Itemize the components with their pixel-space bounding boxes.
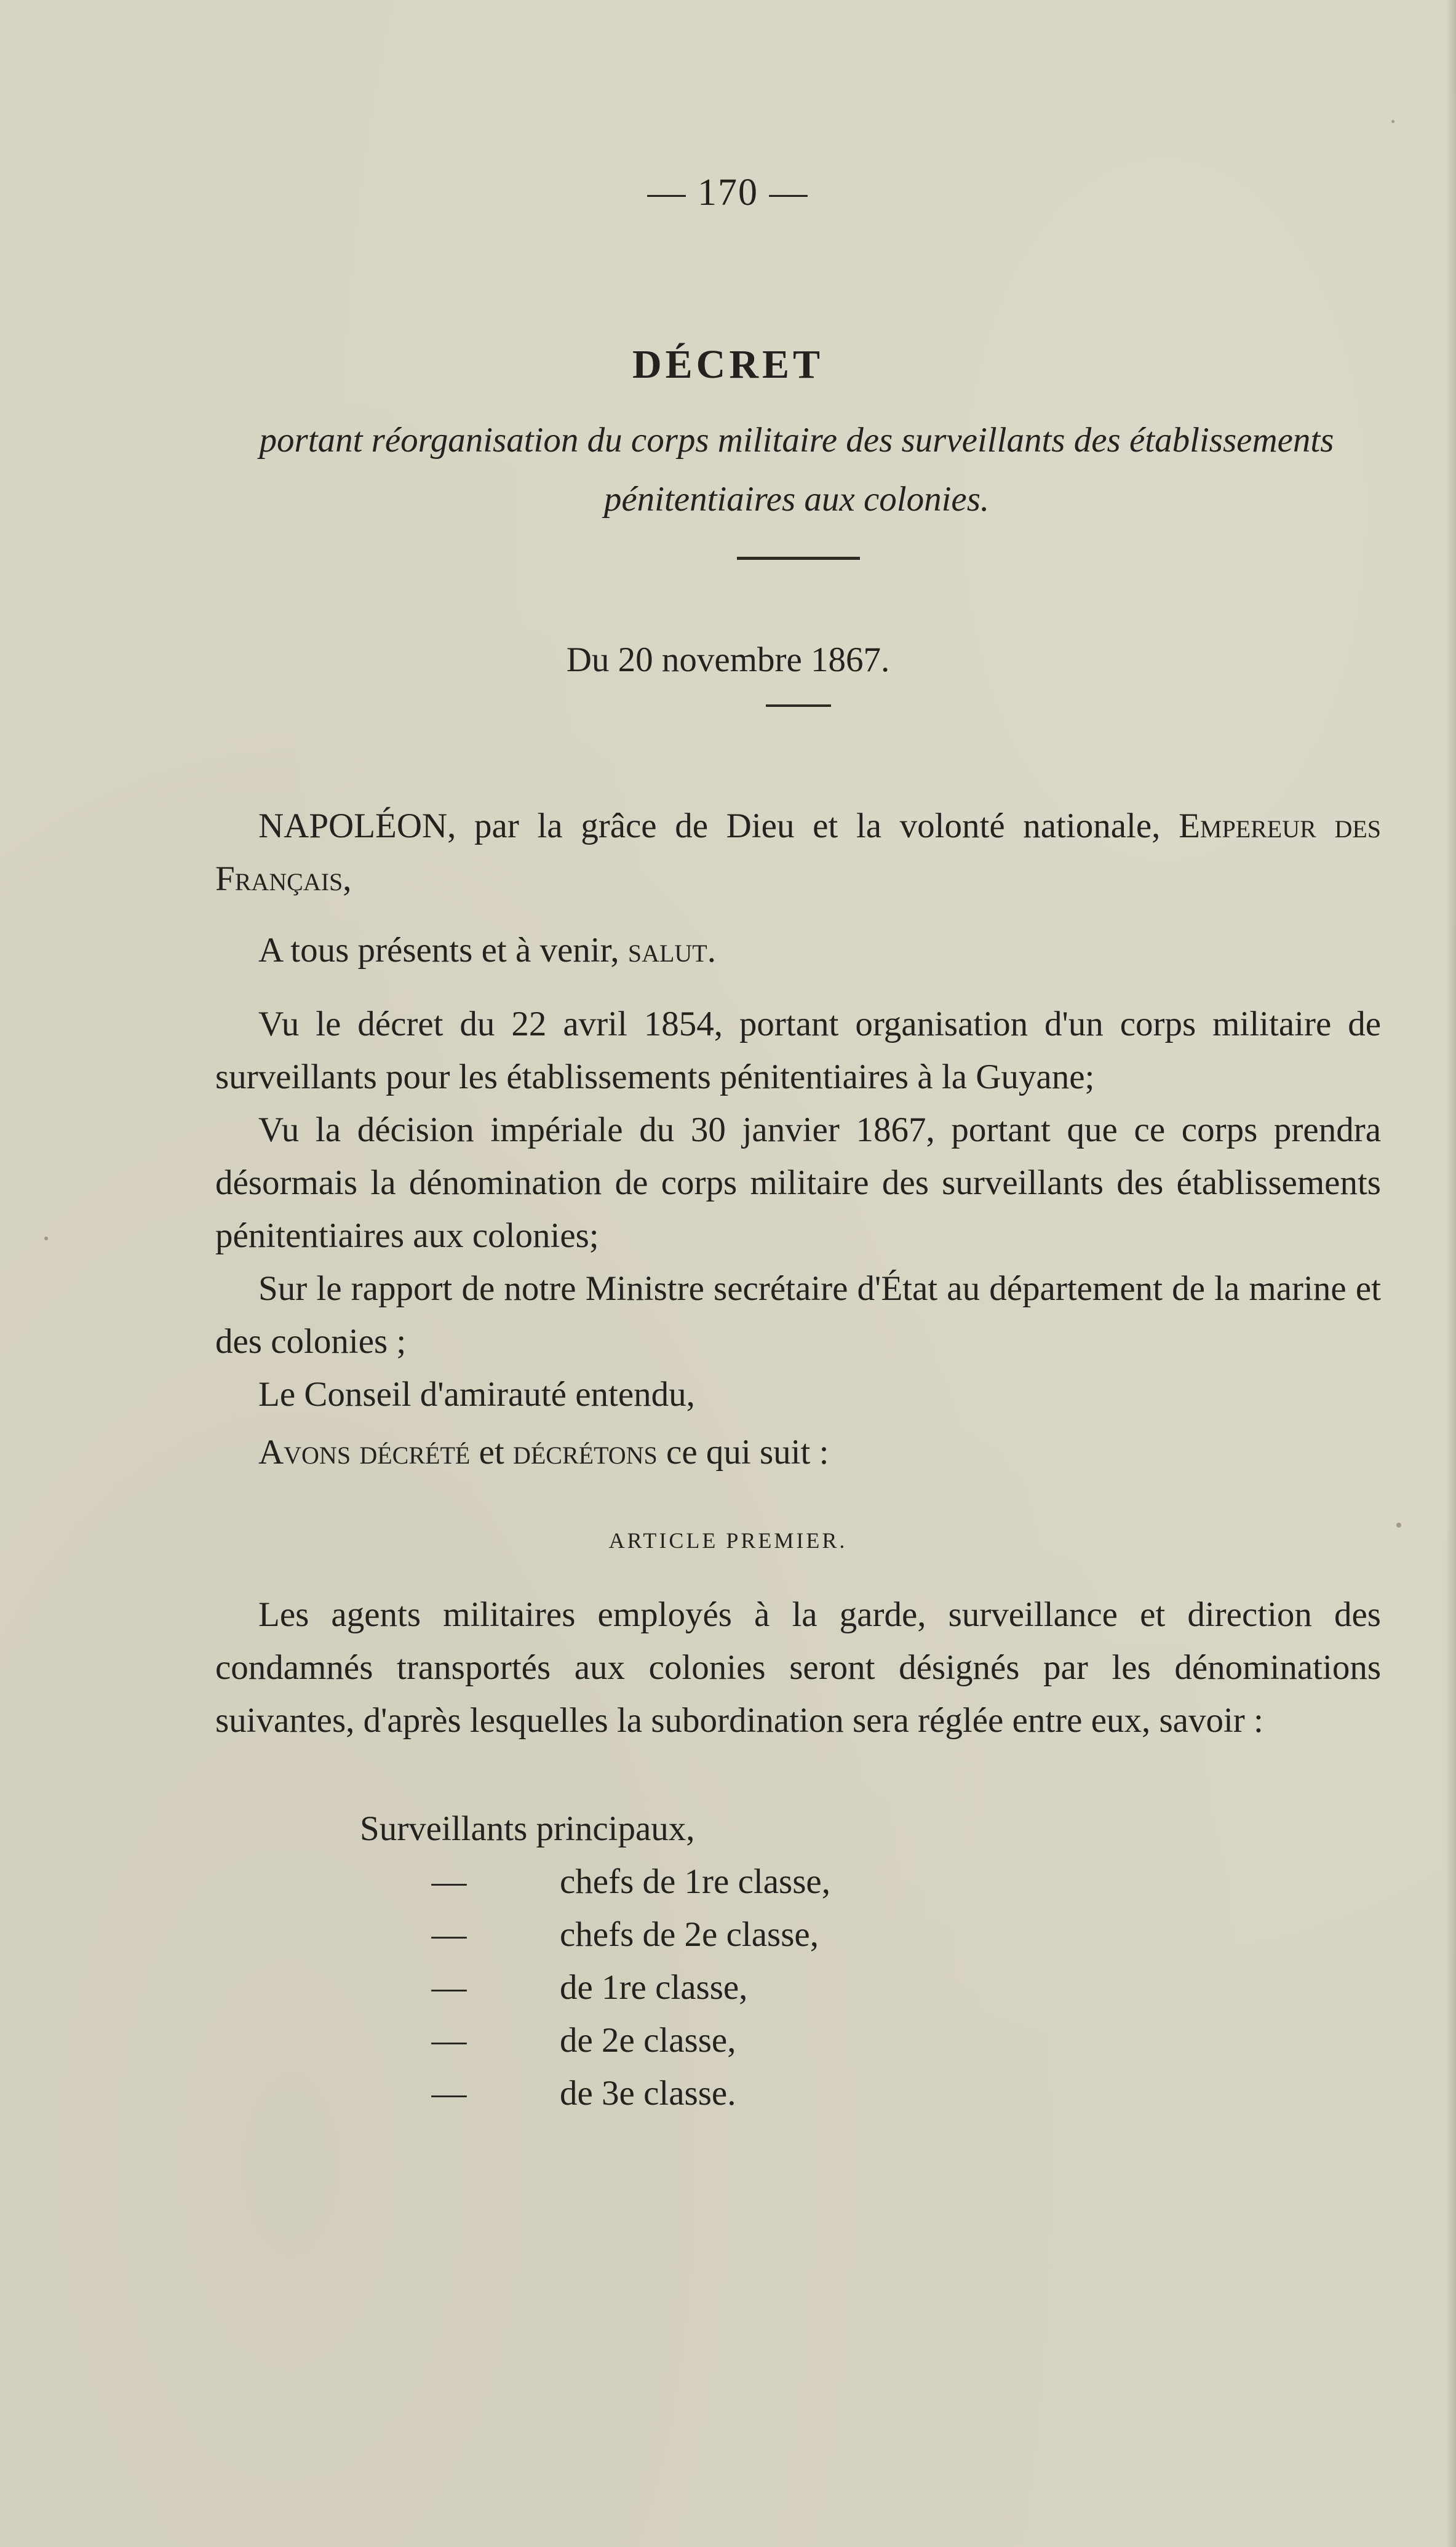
formula-decretons: décrétons [512, 1433, 658, 1472]
decree-title: DÉCRET [632, 342, 824, 387]
rank-dash: — [431, 2021, 467, 2060]
paper-speck [1391, 120, 1394, 123]
salutation-text: A tous présents et à venir, [258, 931, 628, 970]
consideration-2: Vu la décision impériale du 30 janvier 1867, portant que ce corps prendra désormais la dénomination de corps militaire des surveillants des établissements pénitentiaires aux colonies; [215, 1110, 1381, 1255]
consideration-1: Vu le décret du 22 avril 1854, portant organisation d'un corps militaire de surveillants pour les établissements pénitentiaires à la Guyane; [215, 1005, 1381, 1096]
rank-dash: — [431, 2074, 467, 2113]
rank-label: chefs de 2e classe, [560, 1915, 819, 1954]
article-text: Les agents militaires employés à la garde, surveillance et direction des condamnés transportés aux colonies seront désignés par les dénominations suivantes, d'après lesquelles la subordination sera réglée entre eux, savoir : [215, 1595, 1381, 1740]
paper-speck [1396, 1523, 1401, 1528]
article-text-block [215, 1588, 1381, 1747]
formula-end: ce qui suit : [657, 1433, 829, 1472]
decree-formula [215, 1426, 1381, 1479]
consideration-4: Le Conseil d'amirauté entendu, [258, 1375, 695, 1414]
paper-speck [44, 1237, 48, 1240]
preamble-block [215, 800, 1381, 977]
sovereign-name: NAPOLÉON [258, 807, 448, 845]
formula-decrete: décrété [359, 1433, 471, 1472]
rank-dash: — [431, 1915, 467, 1954]
decree-date: Du 20 novembre 1867. [566, 640, 890, 679]
salutation-word: salut. [627, 931, 716, 970]
considerations-block [215, 998, 1381, 1421]
title-rule [737, 557, 860, 560]
sovereign-text: , par la grâce de Dieu et la volonté nationale, [447, 807, 1179, 845]
consideration-3: Sur le rapport de notre Ministre secrétaire d'État au département de la marine et des colonies ; [215, 1269, 1381, 1361]
sovereign-paragraph [215, 800, 1381, 906]
rank-dash: — [431, 1968, 467, 2007]
article-heading: ARTICLE PREMIER. [608, 1528, 848, 1553]
salutation-paragraph [215, 924, 1381, 977]
date-rule [766, 704, 831, 707]
rank-dash: — [431, 1862, 467, 1901]
page-number: — 170 — [647, 172, 809, 213]
rank-head: Surveillants principaux, [360, 1809, 695, 1848]
formula-avons: Avons [258, 1433, 351, 1472]
decree-subtitle: portant réorganisation du corps militaire des surveillants des établissements pénitentiaires aux colonies. [259, 421, 1334, 519]
rank-label: de 1re classe, [560, 1968, 748, 2007]
rank-label: chefs de 1re classe, [560, 1862, 830, 1901]
sovereign-end: , [343, 859, 352, 898]
sovereign-title: Empereur des Français [215, 807, 1382, 898]
formula-et: et [470, 1433, 513, 1472]
rank-label: de 3e classe. [560, 2074, 736, 2113]
rank-label: de 2e classe, [560, 2021, 736, 2060]
